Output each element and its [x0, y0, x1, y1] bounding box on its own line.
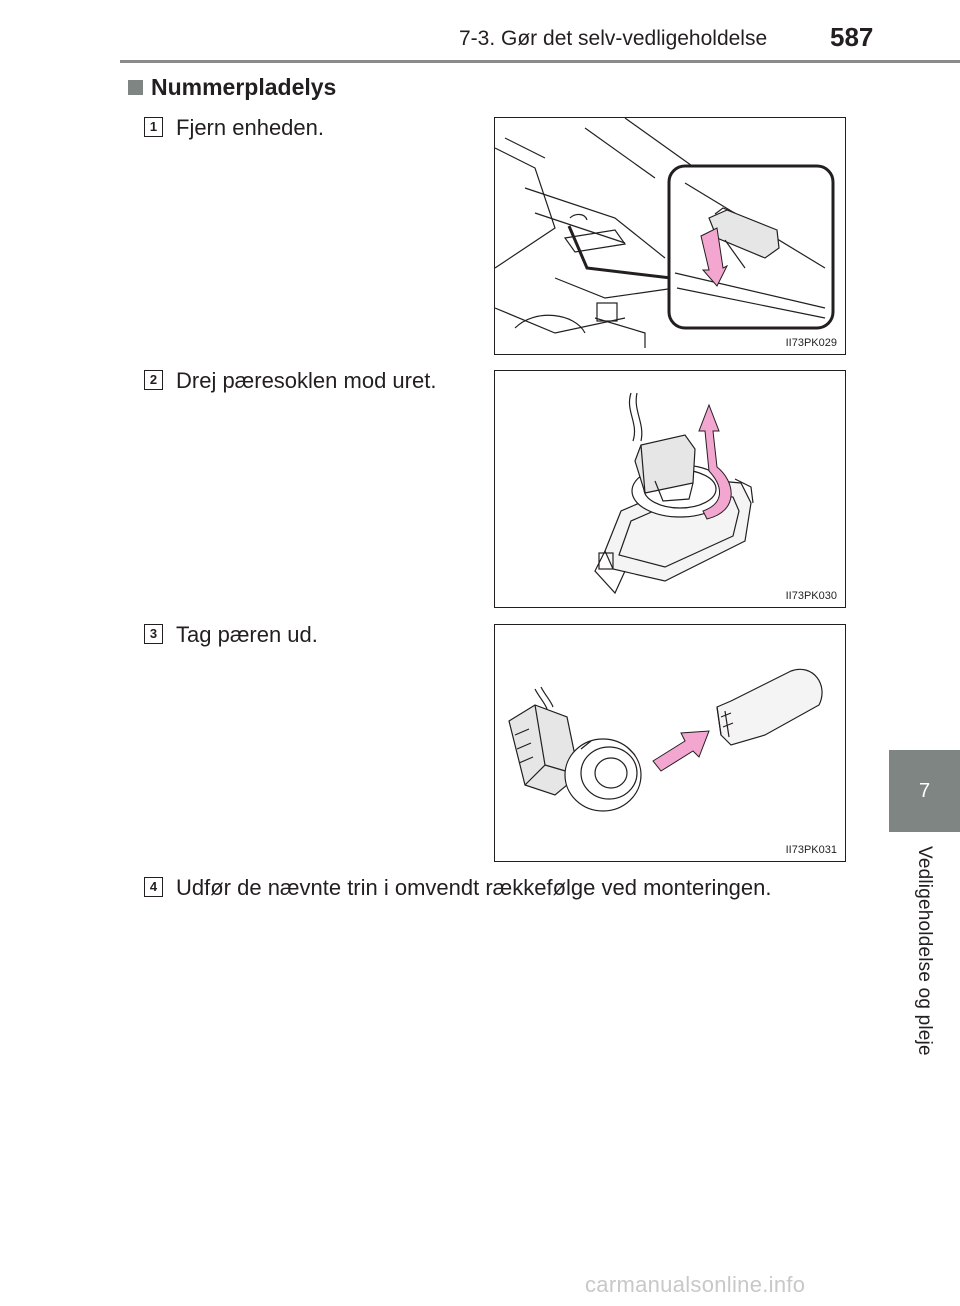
section-title-text: Nummerpladelys: [151, 74, 337, 100]
figure-remove-bulb: [494, 624, 846, 862]
figure-rotate-socket-illustration: [495, 371, 846, 608]
section-title: [128, 74, 336, 101]
step-number-3: 3: [144, 624, 163, 644]
figure-code-2: II73PK030: [785, 590, 837, 602]
figure-code-3: II73PK031: [785, 844, 837, 856]
square-bullet-icon: [128, 80, 143, 95]
figure-remove-bulb-illustration: [495, 625, 846, 862]
step-number-4: 4: [144, 877, 163, 897]
step-text-2: Drej pæresoklen mod uret.: [176, 368, 437, 393]
figure-remove-unit: [494, 117, 846, 355]
header-rule: [120, 60, 960, 63]
running-header-title: 7-3. Gør det selv-vedligeholdelse: [459, 27, 768, 50]
chapter-number: 7: [918, 779, 931, 802]
step-text-3: Tag pæren ud.: [176, 622, 318, 647]
watermark-text: carmanualsonline.info: [585, 1272, 806, 1297]
figure-rotate-socket: [494, 370, 846, 608]
figure-remove-unit-illustration: [495, 118, 846, 355]
chapter-tab: [889, 750, 960, 832]
page-number: 587: [830, 22, 874, 52]
step-text-1: Fjern enheden.: [176, 115, 324, 140]
step-text-4: Udfør de nævnte trin i omvendt rækkefølge ved monteringen.: [176, 875, 772, 900]
figure-code-1: II73PK029: [785, 337, 837, 349]
step-number-2: 2: [144, 370, 163, 390]
step-number-1: 1: [144, 117, 163, 137]
chapter-title: Vedligeholdelse og pleje: [914, 846, 935, 1056]
chapter-side-title: [888, 832, 960, 1172]
